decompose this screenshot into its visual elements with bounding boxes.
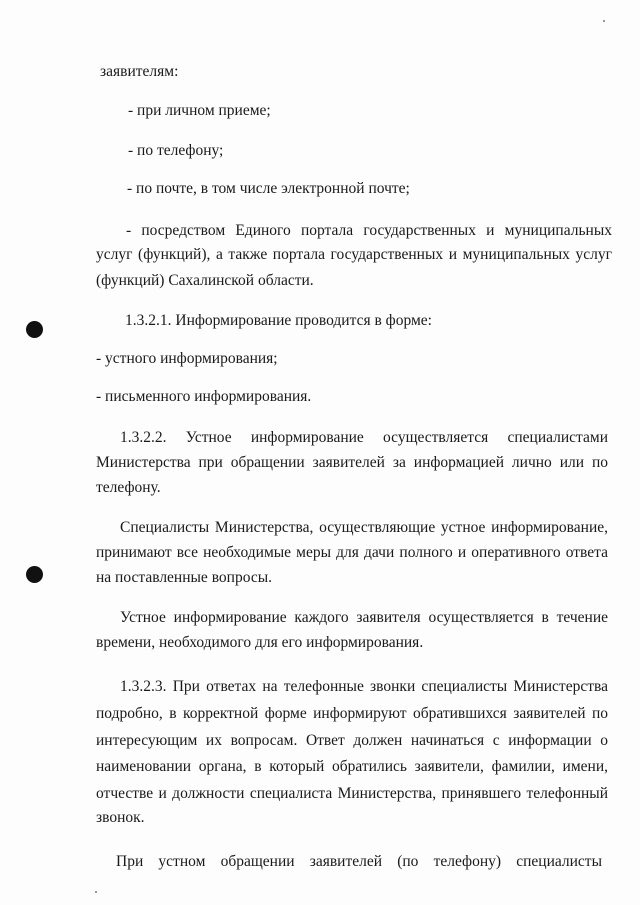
scan-speck: [95, 891, 97, 893]
list-item-portal-line-3: (функций) Сахалинской области.: [96, 272, 314, 289]
scan-speck: [603, 20, 605, 22]
punch-hole-lower: [26, 566, 43, 583]
list-item-mail: - по почте, в том числе электронной почте;: [127, 180, 410, 197]
clause-1-3-2-3-line-3: интересующим их вопросам. Ответ должен начинаться с информации о: [96, 732, 608, 749]
clause-1-3-2-3-line-2: подробно, в корректной форме информируют обратившихся заявителей по: [96, 705, 608, 722]
list-item-written: - письменного информирования.: [96, 388, 312, 405]
clause-1-3-2-3-line-1: 1.3.2.3. При ответах на телефонные звонки специалисты Министерства: [120, 678, 608, 695]
clause-1-3-2-2-line-2: Министерства при обращении заявителей за информацией лично или по: [96, 454, 608, 471]
paragraph-specialists-line-1: Специалисты Министерства, осуществляющие устное информирование,: [120, 519, 608, 536]
paragraph-specialists-line-3: на поставленные вопросы.: [96, 569, 273, 586]
clause-1-3-2-1: 1.3.2.1. Информирование проводится в форме:: [125, 312, 432, 329]
text-line: заявителям:: [100, 63, 179, 80]
clause-1-3-2-2-line-3: телефону.: [96, 479, 161, 496]
punch-hole-upper: [26, 321, 43, 338]
list-item-in-person: - при личном приеме;: [128, 102, 271, 119]
clause-1-3-2-3-line-6: звонок.: [96, 809, 145, 826]
clause-1-3-2-2-line-1: 1.3.2.2. Устное информирование осуществляется специалистами: [120, 429, 608, 446]
paragraph-oral-line-1: Устное информирование каждого заявителя осуществляется в течение: [120, 609, 608, 626]
list-item-phone: - по телефону;: [128, 142, 224, 159]
paragraph-specialists-line-2: принимают все необходимые меры для дачи полного и оперативного ответа: [96, 544, 608, 561]
list-item-portal-line-1: - посредством Единого портала государственных и муниципальных: [126, 222, 612, 239]
clause-1-3-2-3-line-5: отчестве и должности специалиста Министерства, принявшего телефонный: [96, 785, 608, 802]
clause-1-3-2-3-line-4: наименовании органа, в который обратились заявители, фамилии, имени,: [96, 758, 608, 775]
list-item-portal-line-2: услуг (функций), а также портала государственных и муниципальных услуг: [96, 246, 612, 263]
paragraph-oral-line-2: времени, необходимого для его информирования.: [96, 634, 424, 651]
list-item-oral: - устного информирования;: [96, 350, 278, 367]
paragraph-oral-request: При устном обращении заявителей (по телефону) специалисты: [116, 853, 602, 870]
